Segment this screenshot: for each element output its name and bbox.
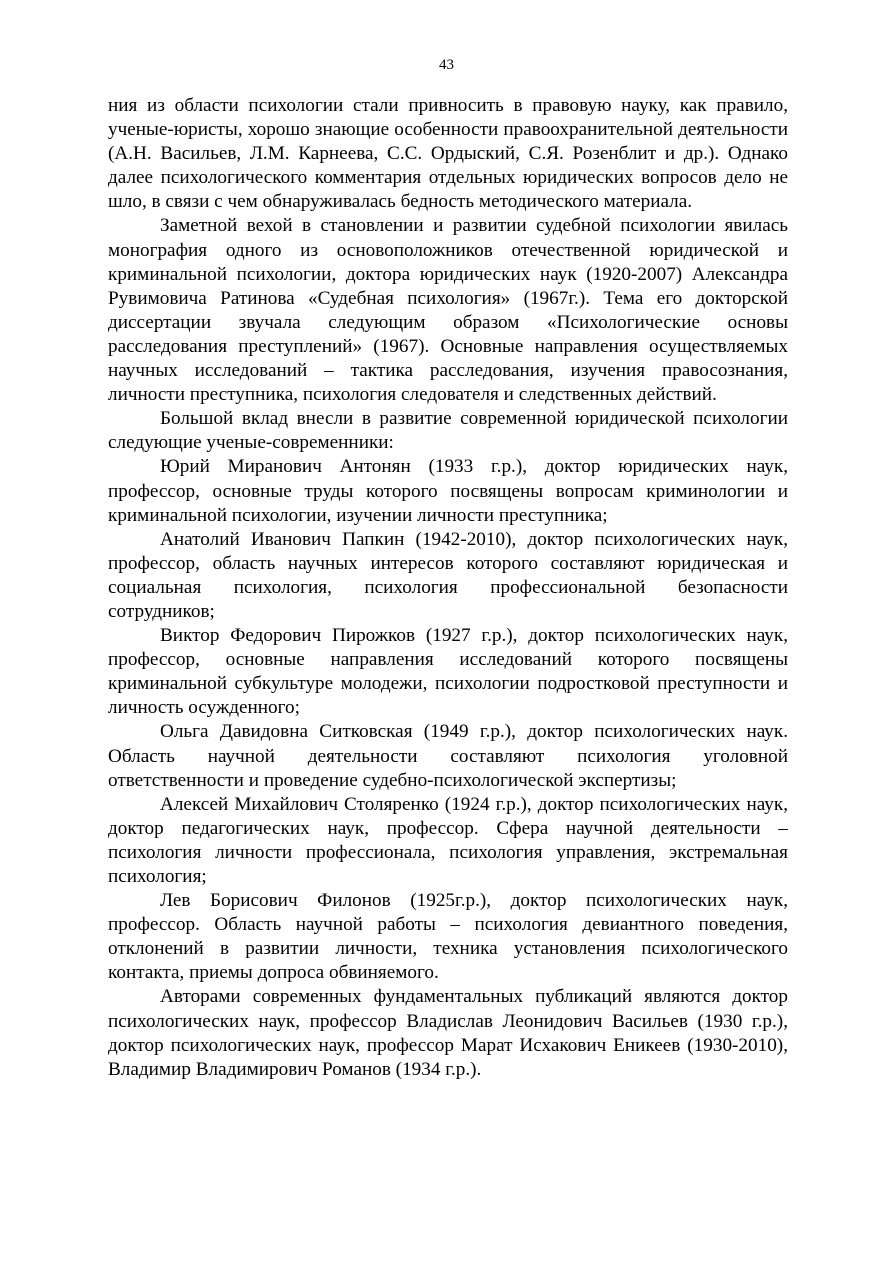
paragraph-papkin: Анатолий Иванович Папкин (1942-2010), доктор психологических наук, профессор, область научных интересов которого составляют юридическая и социальная психология, психология профессиональной безопасности сотрудников; bbox=[108, 528, 788, 622]
paragraph-ratinov: Заметной вехой в становлении и развитии судебной психологии явилась монография одного из основоположников отечественной юридической и криминальной психологии, доктора юридических наук (1920-2007) Александра Рувимовича Ратинова «Судебная психология» (1967г.). Тема его докторской диссертации звучала следующим образом «Психологические основы расследования преступлений» (1967). Основные направления осуществляемых научных исследований – тактика расследования, изучения правосознания, личности преступника, психология следователя и следственных действий. bbox=[108, 215, 788, 406]
paragraph-antonyan: Юрий Миранович Антонян (1933 г.р.), доктор юридических наук, профессор, основные труды которого посвящены вопросам криминологии и криминальной психологии, изучении личности преступника; bbox=[108, 456, 788, 526]
paragraph-filonov: Лев Борисович Филонов (1925г.р.), доктор психологических наук, профессор. Область научной работы – психология девиантного поведения, отклонений в развитии личности, техника установления психологического контакта, приемы допроса обвиняемого. bbox=[108, 890, 788, 984]
page-number: 43 bbox=[439, 57, 454, 73]
paragraph-pirozhkov: Виктор Федорович Пирожков (1927 г.р.), доктор психологических наук, профессор, основные направления исследований которого посвящены криминальной субкультуре молодежи, психологии подростковой преступности и личность осужденного; bbox=[108, 625, 788, 719]
paragraph-authors: Авторами современных фундаментальных публикаций являются доктор психологических наук, профессор Владислав Леонидович Васильев (1930 г.р.), доктор психологических наук, профессор Марат Исхакович Еникеев (1930-2010), Владимир Владимирович Романов (1934 г.р.). bbox=[108, 986, 788, 1080]
paragraph-stolyarenko: Алексей Михайлович Столяренко (1924 г.р.), доктор психологических наук, доктор педагогических наук, профессор. Сфера научной деятельности – психология личности профессионала, психология управления, экстремальная психология; bbox=[108, 793, 788, 887]
paragraph-sitkovskaya: Ольга Давидовна Ситковская (1949 г.р.), доктор психологических наук. Область научной деятельности составляют психология уголовной ответственности и проведение судебно-психологической экспертизы; bbox=[108, 721, 788, 791]
text-body bbox=[108, 94, 788, 1082]
paragraph-contributors-intro: Большой вклад внесли в развитие современной юридической психологии следующие ученые-современники: bbox=[108, 408, 788, 454]
paragraph-continuation: ния из области психологии стали привносить в правовую науку, как правило, ученые-юристы, хорошо знающие особенности правоохранительной деятельности (А.Н. Васильев, Л.М. Карнеева, С.С. Ордыский, С.Я. Розенблит и др.). Однако далее психологического комментария отдельных юридических вопросов дело не шло, в связи с чем обнаруживалась бедность методического материала. bbox=[108, 95, 788, 213]
